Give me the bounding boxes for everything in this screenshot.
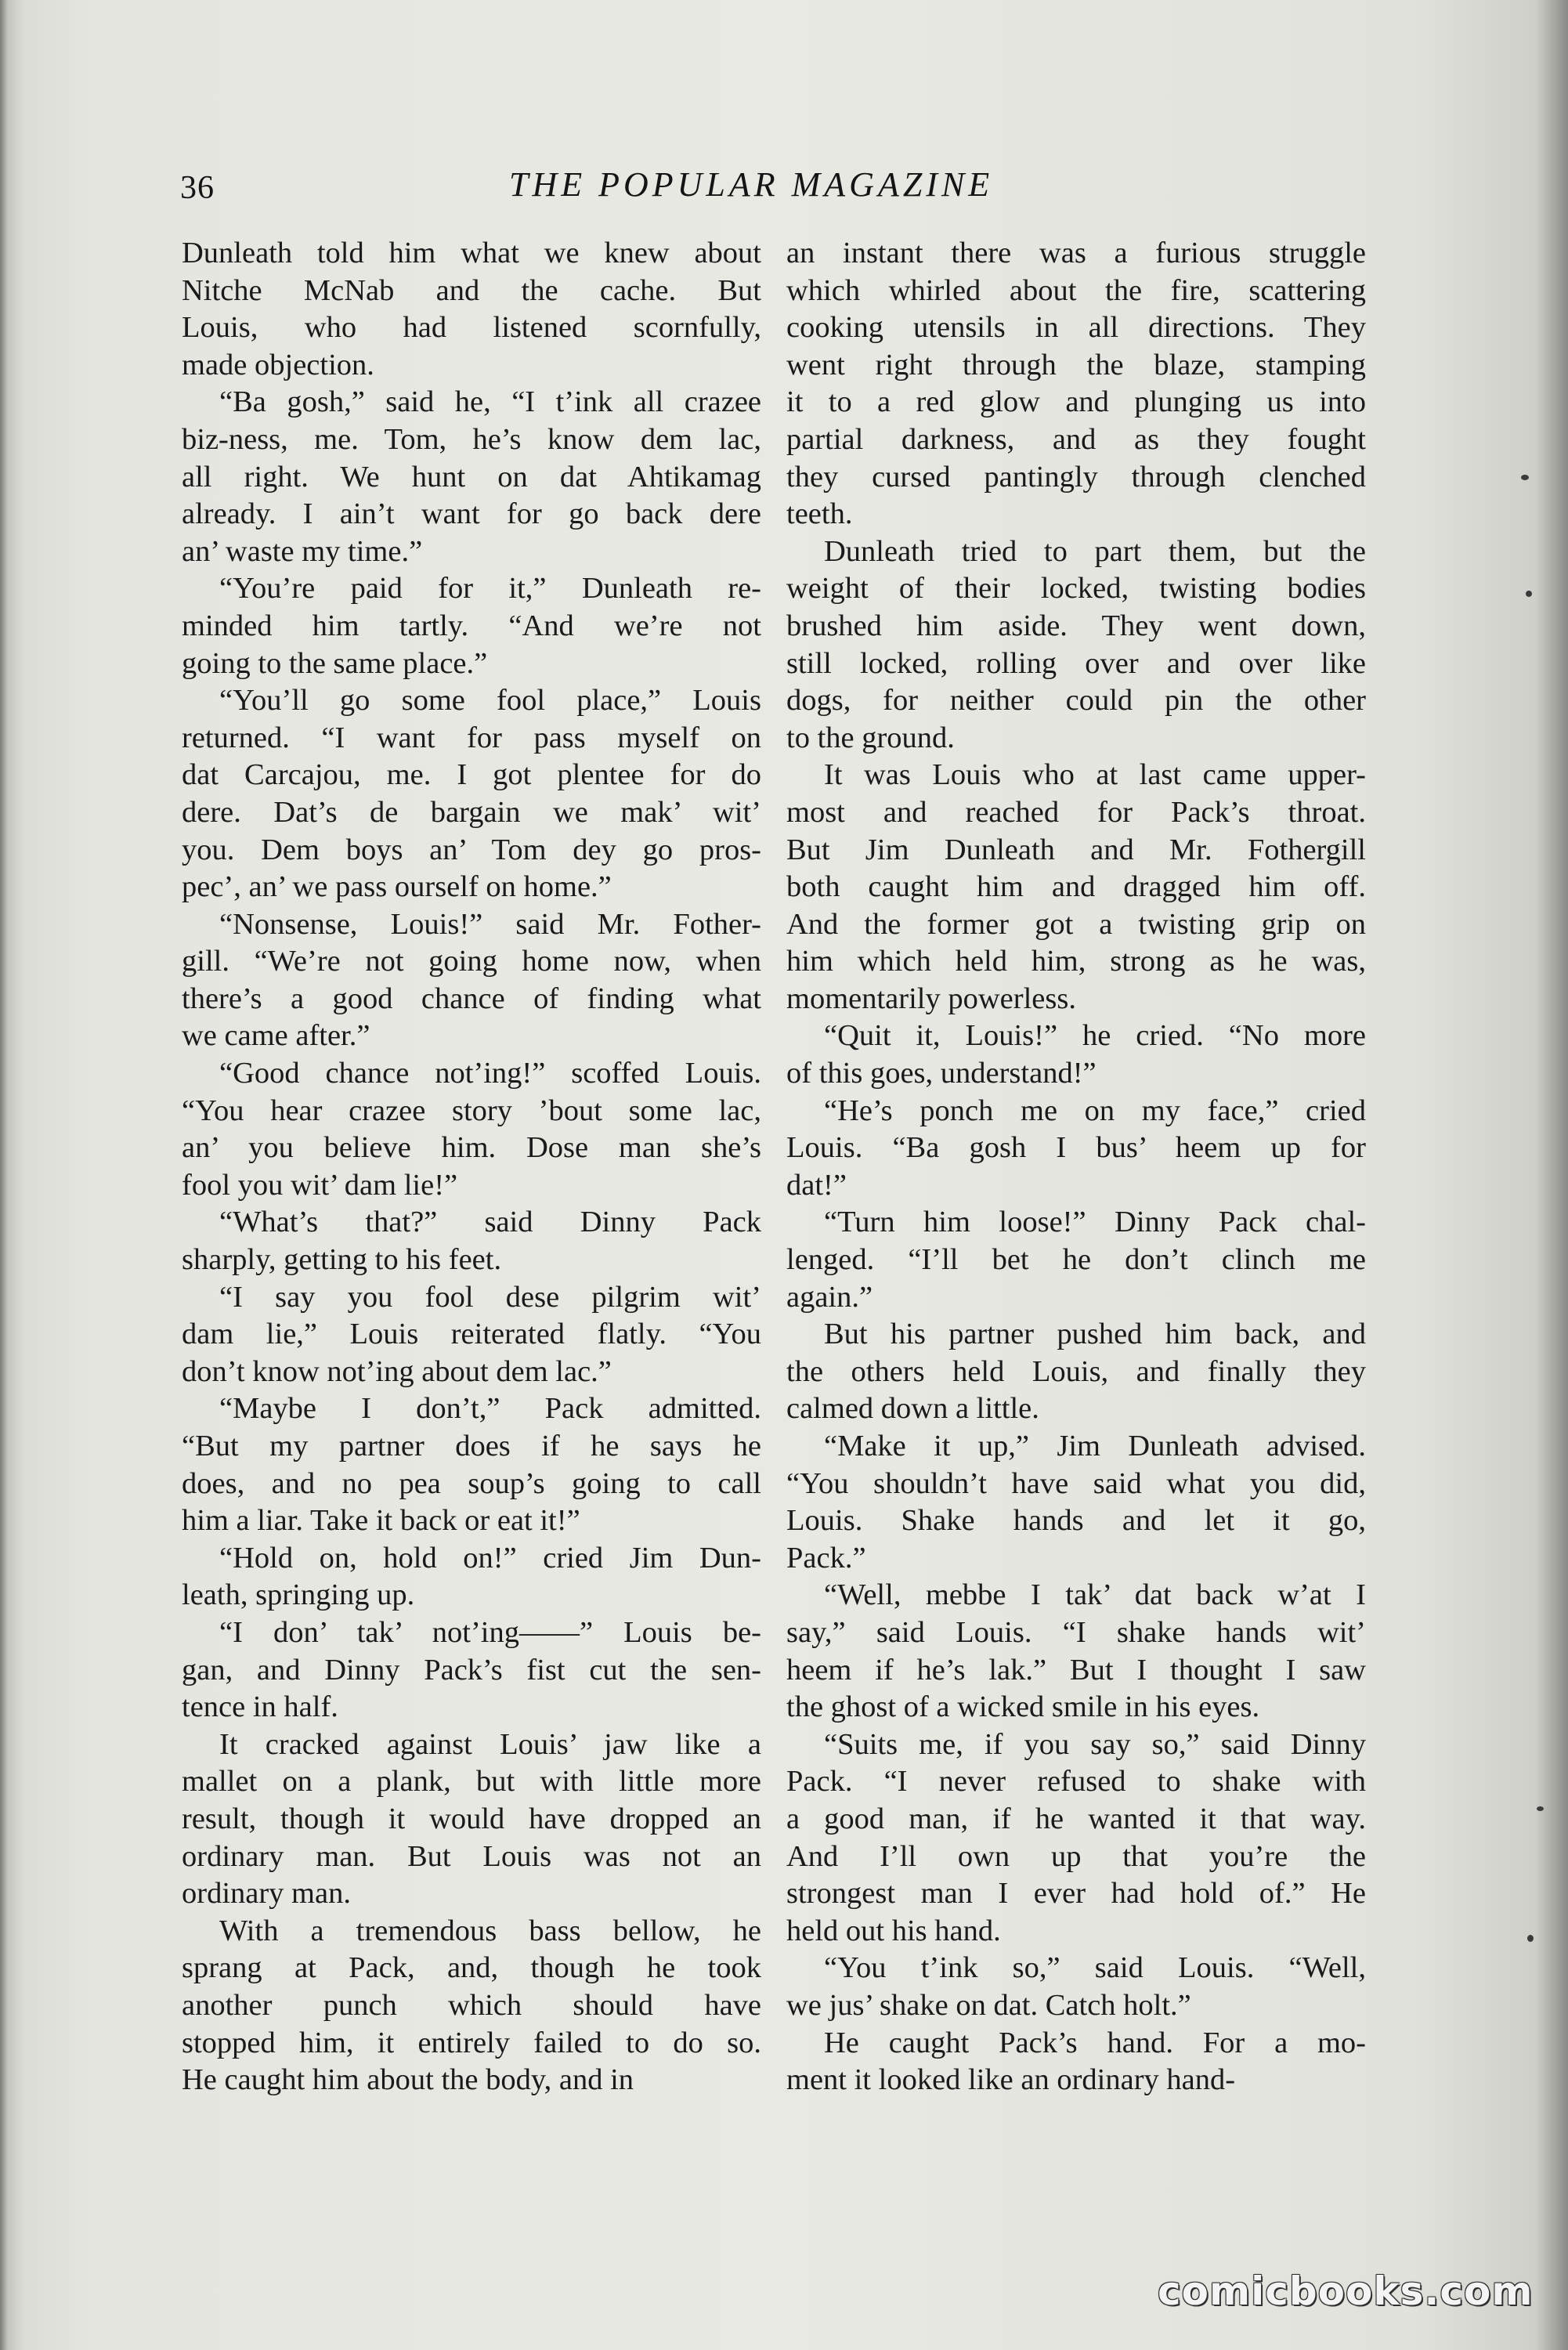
text-line: the ghost of a wicked smile in his eyes. xyxy=(786,1690,1260,1724)
text-line: they cursed pantingly through clenched xyxy=(786,460,1366,494)
text-line: With a tremendous bass bellow, he xyxy=(219,1914,761,1947)
text-line: “You shouldn’t have said what you did, xyxy=(786,1466,1366,1500)
text-line: gan, and Dinny Pack’s fist cut the sen- xyxy=(182,1653,761,1687)
ink-speck xyxy=(1521,475,1529,480)
right-text-column xyxy=(786,235,1366,2099)
text-line: “He’s ponch me on my face,” cried xyxy=(824,1094,1366,1127)
text-line: It cracked against Louis’ jaw like a xyxy=(219,1727,761,1761)
text-line: dam lie,” Louis reiterated flatly. “You xyxy=(182,1318,761,1351)
text-line: an’ you believe him. Dose man she’s xyxy=(182,1131,761,1165)
text-line: which whirled about the fire, scattering xyxy=(786,273,1366,307)
text-line: mallet on a plank, but with little more xyxy=(182,1765,761,1799)
text-line: say,” said Louis. “I shake hands wit’ xyxy=(786,1615,1366,1649)
text-line: Pack. “I never refused to shake with xyxy=(786,1765,1366,1799)
text-line: biz-ness, me. Tom, he’s know dem lac, xyxy=(182,422,761,456)
text-line: pec’, an’ we pass ourself on home.” xyxy=(182,870,612,904)
text-line: heem if he’s lak.” But I thought I saw xyxy=(786,1653,1366,1687)
text-line: But Jim Dunleath and Mr. Fothergill xyxy=(786,833,1366,866)
text-line: strongest man I ever had hold of.” He xyxy=(786,1877,1366,1911)
text-line: sharply, getting to his feet. xyxy=(182,1243,502,1277)
text-line: of this goes, understand!” xyxy=(786,1057,1097,1090)
text-line: Louis, who had listened scornfully, xyxy=(182,311,761,345)
text-line: partial darkness, and as they fought xyxy=(786,422,1366,456)
text-line: does, and no pea soup’s going to call xyxy=(182,1466,761,1500)
text-line: It was Louis who at last came upper- xyxy=(824,758,1366,792)
text-line: “What’s that?” said Dinny Pack xyxy=(219,1206,761,1239)
page-edge xyxy=(0,0,8,2350)
text-line: dere. Dat’s de bargain we mak’ wit’ xyxy=(182,795,761,829)
text-line: a good man, if he wanted it that way. xyxy=(786,1802,1366,1835)
text-line: lenged. “I’ll bet he don’t clinch me xyxy=(786,1243,1366,1277)
text-line: “Nonsense, Louis!” said Mr. Fother- xyxy=(219,907,761,941)
text-line: stopped him, it entirely failed to do so. xyxy=(182,2026,761,2059)
watermark-logo: comicbooks.com xyxy=(1158,2269,1534,2314)
text-line: held out his hand. xyxy=(786,1914,1001,1947)
text-line: it to a red glow and plunging us into xyxy=(786,385,1366,419)
text-line: ordinary man. But Louis was not an xyxy=(182,1839,761,1873)
text-line: we jus’ shake on dat. Catch holt.” xyxy=(786,1988,1191,2022)
text-line: to the ground. xyxy=(786,721,955,754)
text-line: again.” xyxy=(786,1280,873,1314)
text-line: teeth. xyxy=(786,497,853,531)
text-line: “I don’ tak’ not’ing——” Louis be- xyxy=(219,1615,761,1649)
text-line: an’ waste my time.” xyxy=(182,534,423,568)
text-line: an instant there was a furious struggle xyxy=(786,237,1366,269)
text-line: weight of their locked, twisting bodies xyxy=(786,572,1366,606)
text-line: “You’re paid for it,” Dunleath re- xyxy=(219,572,761,606)
text-line: “Hold on, hold on!” cried Jim Dun- xyxy=(219,1541,761,1574)
text-line: another punch which should have xyxy=(182,1988,761,2022)
text-line: calmed down a little. xyxy=(786,1392,1039,1426)
text-line: leath, springing up. xyxy=(182,1578,415,1612)
text-line: “Good chance not’ing!” scoffed Louis. xyxy=(219,1057,761,1090)
text-line: going to the same place.” xyxy=(182,646,488,680)
text-line: brushed him aside. They went down, xyxy=(786,609,1366,642)
text-line: He caught Pack’s hand. For a mo- xyxy=(824,2026,1366,2059)
text-line: returned. “I want for pass myself on xyxy=(182,721,761,754)
text-line: you. Dem boys an’ Tom dey go pros- xyxy=(182,833,761,866)
text-line: He caught him about the body, and in xyxy=(182,2063,634,2097)
text-line: “Make it up,” Jim Dunleath advised. xyxy=(824,1430,1366,1462)
text-line: all right. We hunt on dat Ahtikamag xyxy=(182,460,761,494)
text-line: momentarily powerless. xyxy=(786,982,1076,1015)
text-line: the others held Louis, and finally they xyxy=(786,1354,1366,1388)
text-line: both caught him and dragged him off. xyxy=(786,870,1366,904)
text-line: most and reached for Pack’s throat. xyxy=(786,795,1366,829)
text-line: Louis. “Ba gosh I bus’ heem up for xyxy=(786,1131,1366,1165)
text-line: made objection. xyxy=(182,348,374,381)
text-line: ordinary man. xyxy=(182,1877,351,1911)
text-line: him which held him, strong as he was, xyxy=(786,945,1366,978)
ink-speck xyxy=(1527,1935,1534,1942)
running-title: THE POPULAR MAGAZINE xyxy=(509,165,994,204)
text-line: Nitche McNab and the cache. But xyxy=(182,273,761,307)
text-line: “You t’ink so,” said Louis. “Well, xyxy=(824,1951,1366,1985)
text-line: “Suits me, if you say so,” said Dinny xyxy=(824,1727,1366,1761)
text-line: don’t know not’ing about dem lac.” xyxy=(182,1354,612,1388)
text-line: dogs, for neither could pin the other xyxy=(786,684,1366,718)
text-line: Louis. Shake hands and let it go, xyxy=(786,1504,1366,1538)
ink-speck xyxy=(1537,1806,1544,1811)
text-line: And the former got a twisting grip on xyxy=(786,907,1366,941)
text-line: cooking utensils in all directions. They xyxy=(786,311,1366,345)
text-line: Pack.” xyxy=(786,1541,866,1574)
left-text-column xyxy=(182,235,761,2099)
text-line: result, though it would have dropped an xyxy=(182,1802,761,1835)
text-line: dat!” xyxy=(786,1168,847,1202)
page-header xyxy=(180,164,1355,212)
text-line: ment it looked like an ordinary hand- xyxy=(786,2063,1236,2097)
text-line: “Maybe I don’t,” Pack admitted. xyxy=(219,1392,761,1426)
text-line: still locked, rolling over and over like xyxy=(786,646,1366,680)
text-line: dat Carcajou, me. I got plentee for do xyxy=(182,758,761,792)
text-line: sprang at Pack, and, though he took xyxy=(182,1951,761,1985)
text-line: “Quit it, Louis!” he cried. “No more xyxy=(824,1019,1366,1053)
ink-speck xyxy=(1526,591,1532,597)
text-line: him a liar. Take it back or eat it!” xyxy=(182,1504,580,1538)
text-line: tence in half. xyxy=(182,1690,338,1724)
text-line: went right through the blaze, stamping xyxy=(786,348,1366,381)
text-line: “You’ll go some fool place,” Louis xyxy=(219,684,761,718)
page-number: 36 xyxy=(180,170,215,206)
text-line: there’s a good chance of finding what xyxy=(182,982,761,1015)
text-line: “I say you fool dese pilgrim wit’ xyxy=(219,1280,761,1314)
text-line: Dunleath tried to part them, but the xyxy=(824,534,1366,568)
text-line: And I’ll own up that you’re the xyxy=(786,1839,1366,1873)
text-line: we came after.” xyxy=(182,1019,370,1053)
text-line: gill. “We’re not going home now, when xyxy=(182,945,761,978)
text-line: “Well, mebbe I tak’ dat back w’at I xyxy=(824,1578,1366,1612)
text-line: “You hear crazee story ’bout some lac, xyxy=(182,1094,761,1127)
text-line: already. I ain’t want for go back dere xyxy=(182,497,761,531)
text-line: fool you wit’ dam lie!” xyxy=(182,1168,458,1202)
text-line: “But my partner does if he says he xyxy=(182,1430,761,1462)
text-line: Dunleath told him what we knew about xyxy=(182,237,761,269)
text-line: But his partner pushed him back, and xyxy=(824,1318,1366,1351)
text-line: minded him tartly. “And we’re not xyxy=(182,609,761,642)
text-line: “Turn him loose!” Dinny Pack chal- xyxy=(824,1206,1366,1239)
text-line: “Ba gosh,” said he, “I t’ink all crazee xyxy=(219,385,761,419)
